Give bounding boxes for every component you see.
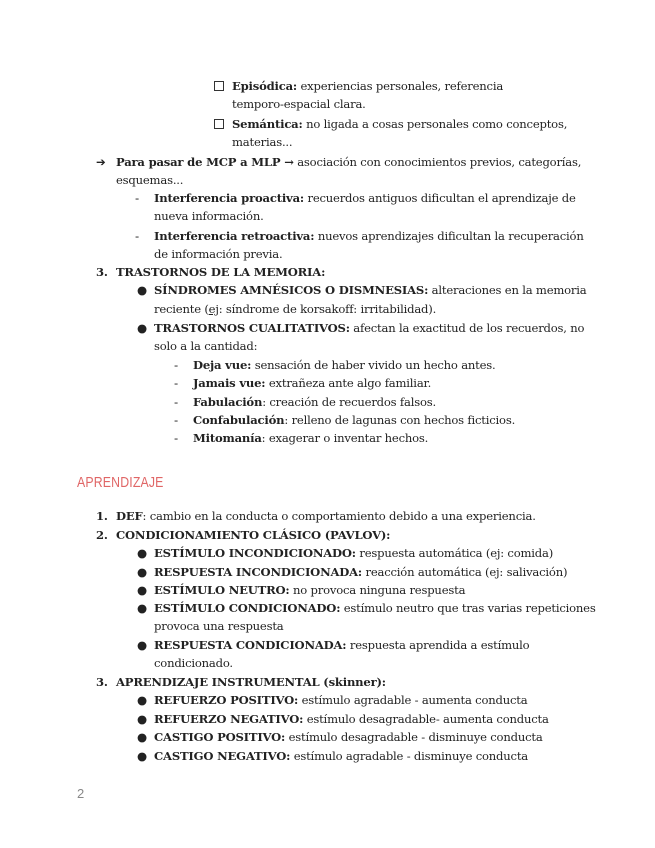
bullet-icon: ● — [137, 638, 148, 652]
list-item-castigo-negativo: CASTIGO NEGATIVO: estímulo agradable - disminuye conducta — [154, 749, 529, 763]
page-number: 2 — [77, 786, 85, 801]
list-number: 1. — [96, 509, 108, 523]
list-item-fabulacion: Fabulación: creación de recuerdos falsos. — [193, 395, 436, 409]
dash-icon: - — [174, 413, 179, 427]
list-item-interferencia-proactiva-cont: nueva información. — [154, 209, 264, 223]
section-number: 3. — [96, 265, 108, 279]
checkbox-icon — [214, 81, 224, 91]
bullet-icon: ● — [137, 730, 148, 744]
bullet-icon: ● — [137, 565, 148, 579]
list-item-episodica: Episódica: experiencias personales, referencia — [232, 79, 504, 93]
list-item-episodica-cont: temporo-espacial clara. — [232, 97, 366, 111]
dash-icon: - — [174, 395, 179, 409]
list-item-amnesicos-cont: reciente (ej: síndrome de korsakoff: irritabilidad). — [154, 302, 437, 316]
list-number: 2. — [96, 528, 108, 542]
dash-icon: - — [174, 358, 179, 372]
list-item-estimulo-condicionado-cont: provoca una respuesta — [154, 619, 284, 633]
list-item-jamais-vue: Jamais vue: extrañeza ante algo familiar. — [193, 376, 432, 390]
section-title-condicionamiento-clasico: CONDICIONAMIENTO CLÁSICO (PAVLOV): — [116, 528, 391, 542]
list-item-semantica-cont: materias... — [232, 135, 293, 149]
list-item-mcp-mlp: Para pasar de MCP a MLP → asociación con conocimientos previos, categorías, — [116, 155, 582, 169]
list-item-deja-vue: Deja vue: sensación de haber vivido un hecho antes. — [193, 358, 496, 372]
section-title-trastornos: TRASTORNOS DE LA MEMORIA: — [116, 265, 326, 279]
bullet-icon: ● — [137, 749, 148, 763]
list-item-respuesta-condicionada: RESPUESTA CONDICIONADA: respuesta aprendida a estímulo — [154, 638, 530, 652]
arrow-icon: ➔ — [96, 155, 106, 169]
list-number: 3. — [96, 675, 108, 689]
list-item-interferencia-retroactiva: Interferencia retroactiva: nuevos aprendizajes dificultan la recuperación — [154, 229, 584, 243]
list-item-interferencia-proactiva: Interferencia proactiva: recuerdos antiguos dificultan el aprendizaje de — [154, 191, 576, 205]
bullet-icon: ● — [137, 712, 148, 726]
list-item-refuerzo-positivo: REFUERZO POSITIVO: estímulo agradable - aumenta conducta — [154, 693, 528, 707]
checkbox-icon — [214, 119, 224, 129]
dash-icon: - — [135, 229, 140, 243]
list-item-estimulo-neutro: ESTÍMULO NEUTRO: no provoca ninguna respuesta — [154, 583, 466, 597]
list-item-estimulo-incondicionado: ESTÍMULO INCONDICIONADO: respuesta automática (ej: comida) — [154, 546, 554, 560]
list-item-confabulacion: Confabulación: relleno de lagunas con hechos ficticios. — [193, 413, 516, 427]
bullet-icon: ● — [137, 321, 148, 335]
section-heading-aprendizaje: APRENDIZAJE — [77, 474, 164, 491]
list-item-cualitativos: TRASTORNOS CUALITATIVOS: afectan la exactitud de los recuerdos, no — [154, 321, 585, 335]
list-item-refuerzo-negativo: REFUERZO NEGATIVO: estímulo desagradable- aumenta conducta — [154, 712, 549, 726]
list-item-interferencia-retroactiva-cont: de información previa. — [154, 247, 283, 261]
list-item-cualitativos-cont: solo a la cantidad: — [154, 339, 258, 353]
bullet-icon: ● — [137, 546, 148, 560]
bullet-icon: ● — [137, 583, 148, 597]
list-item-semantica: Semántica: no ligada a cosas personales como conceptos, — [232, 117, 568, 131]
list-item-mcp-mlp-cont: esquemas... — [116, 173, 184, 187]
list-item-castigo-positivo: CASTIGO POSITIVO: estímulo desagradable - disminuye conducta — [154, 730, 543, 744]
dash-icon: - — [174, 431, 179, 445]
list-item-mitomania: Mitomanía: exagerar o inventar hechos. — [193, 431, 429, 445]
list-item-def: DEF: cambio en la conducta o comportamiento debido a una experiencia. — [116, 509, 536, 523]
section-title-aprendizaje-instrumental: APRENDIZAJE INSTRUMENTAL (skinner): — [116, 675, 386, 689]
dash-icon: - — [174, 376, 179, 390]
bullet-icon: ● — [137, 693, 148, 707]
dash-icon: - — [135, 191, 140, 205]
bullet-icon: ● — [137, 601, 148, 615]
list-item-respuesta-incondicionada: RESPUESTA INCONDICIONADA: reacción automática (ej: salivación) — [154, 565, 568, 579]
bullet-icon: ● — [137, 283, 148, 297]
list-item-respuesta-condicionada-cont: condicionado. — [154, 656, 233, 670]
list-item-estimulo-condicionado: ESTÍMULO CONDICIONADO: estímulo neutro que tras varias repeticiones — [154, 601, 596, 615]
list-item-amnesicos: SÍNDROMES AMNÉSICOS O DISMNESIAS: alteraciones en la memoria — [154, 283, 587, 297]
